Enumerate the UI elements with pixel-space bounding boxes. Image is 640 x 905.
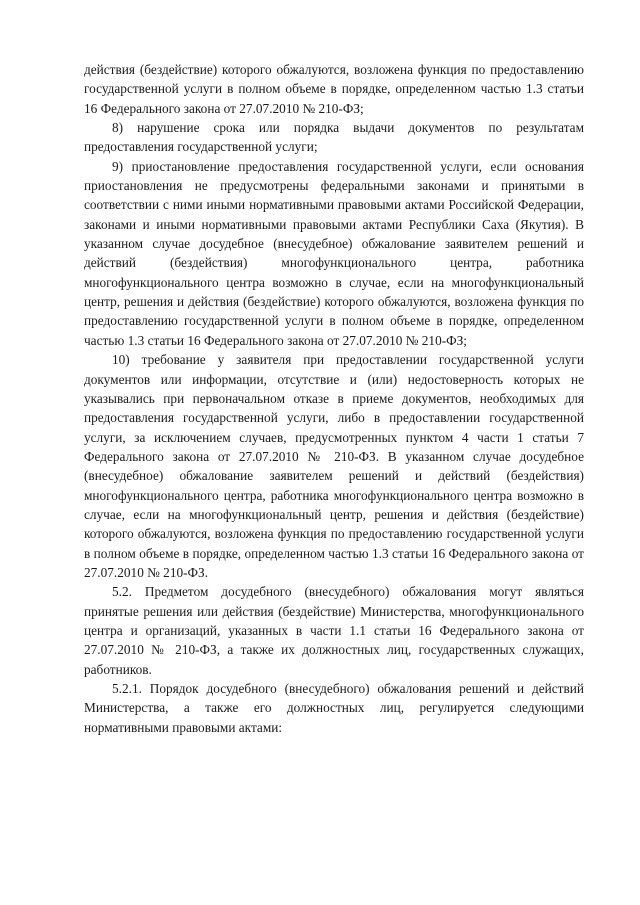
paragraph-section-5-2-1: 5.2.1. Порядок досудебного (внесудебного) обжалования решений и действий Министерства, а также его должностных лиц, регулируется следующими нормативными правовыми актами: — [84, 681, 584, 735]
paragraph-continuation: действия (бездействие) которого обжалуются, возложена функция по предоставлению государственной услуги в полном объеме в порядке, определенном частью 1.3 статьи 16 Федерального закона от 27.07.2010 № 210-ФЗ; — [84, 62, 584, 116]
paragraph-item-8: 8) нарушение срока или порядка выдачи документов по результатам предоставления государственной услуги; — [84, 120, 584, 155]
paragraph-section-5-2: 5.2. Предметом досудебного (внесудебного) обжалования могут являться принятые решения или действия (бездействие) Министерства, многофункционального центра и организаций, указанных в части 1.1 статьи 16 Федерального закона от 27.07.2010 № 210-ФЗ, а также их должностных лиц, государственных служащих, работников. — [84, 584, 584, 677]
paragraph-item-10: 10) требование у заявителя при предоставлении государственной услуги документов или информации, отсутствие и (или) недостоверность которых не указывались при первоначальном отказе в приеме документов, необходимых для предоставления государственной услуги, либо в предоставлении государственной услуги, за исключением случаев, предусмотренных пунктом 4 части 1 статьи 7 Федерального закона от 27.07.2010 № 210-ФЗ. В указанном случае досудебное (внесудебное) обжалование заявителем решений и действий (бездействия) многофункционального центра, работника многофункционального центра возможно в случае, если на многофункциональный центр, решения и действия (бездействие) которого обжалуются, возложена функция по предоставлению государственной услуги в полном объеме в порядке, определенном частью 1.3 статьи 16 Федерального закона от 27.07.2010 № 210-ФЗ. — [84, 352, 584, 580]
paragraph-item-9: 9) приостановление предоставления государственной услуги, если основания приостановления не предусмотрены федеральными законами и принятыми в соответствии с ними иными нормативными правовыми актами Российской Федерации, законами и иными нормативными правовыми актами Республики Саха (Якутия). В указанном случае досудебное (внесудебное) обжалование заявителем решений и действий (бездействия) многофункционального центра, работника многофункционального центра возможно в случае, если на многофункциональный центр, решения и действия (бездействие) которого обжалуются, возложена функция по предоставлению государственной услуги в полном объеме в порядке, определенном частью 1.3 статьи 16 Федерального закона от 27.07.2010 № 210-ФЗ; — [84, 158, 584, 348]
document-page — [84, 60, 584, 737]
